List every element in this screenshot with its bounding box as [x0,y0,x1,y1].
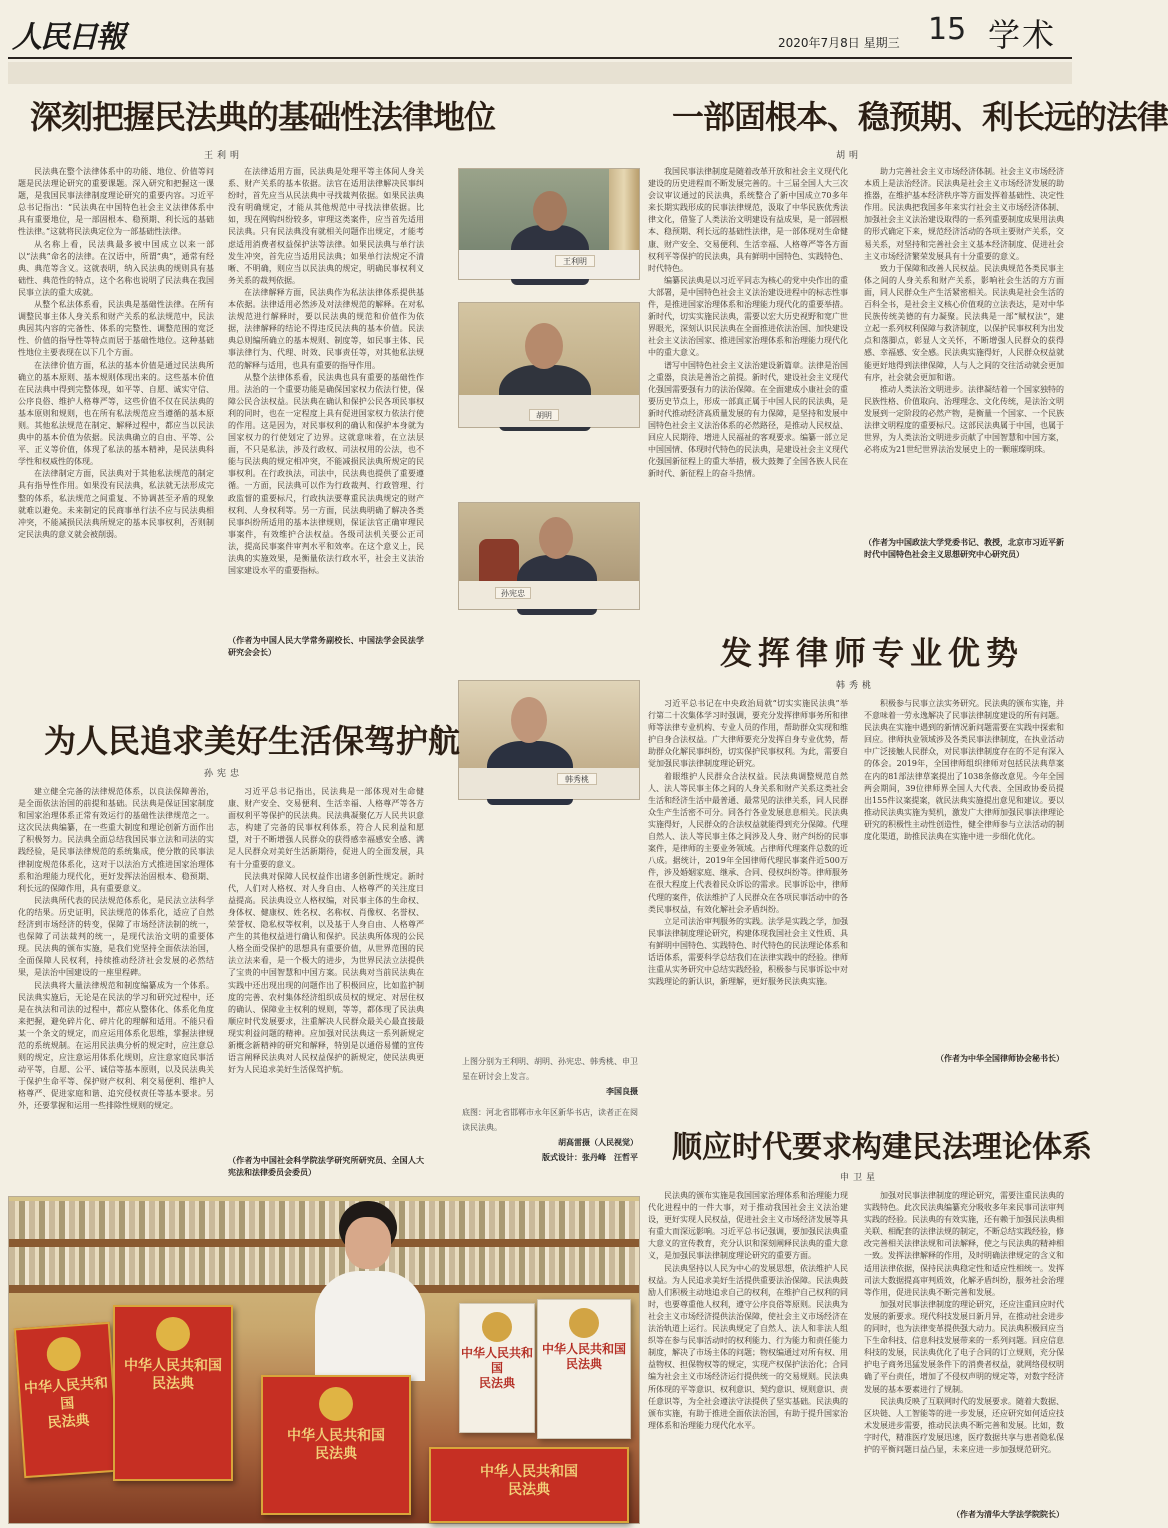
article-2-column-1 [648,166,848,590]
section-title: 学术 [988,16,1057,54]
layout-design-credit: 版式设计：张丹峰 汪哲平 [542,1152,638,1162]
author-affiliation: （作者为中国政法大学党委书记、教授，北京市习近平新时代中国特色社会主义思想研究中心研究员） [864,537,1064,560]
paragraph: 民法典所代表的民法规范体系化，是民法立法科学化的结果。历史证明，民法规范的体系化，适应了自然经济到市场经济的转变，保障了市场经济法制的统一，也保障了司法裁判的统一，是现代法治文明的重要体现。民法典的颁布实施，是我们党坚持全面依法治国，全面保障人民权利，持续推动经济社会发展的必然结果，是法治中国建设的一座里程碑。 [18,895,214,978]
paragraph: 从整个法律体系看，民法典也具有重要的基础性作用。法治的一个重要功能是确保国家权力依法行使，保障公民合法权益。民法典在确认和保护公民各项民事权利的同时，也在一定程度上具有促进国家权力依法行使的作用。这是因为，对民事权利的确认和保护本身就为国家权力的行使划定了边界。这就意味着，在立法层面，不只是私法，涉及行政权、司法权用的公法，也不能与民法典的规定相冲突，不能减损民法典所规定的民事权利。在行政执法，司法中，民法典也提供了重要遵循。一方面，民法典可以作为行政裁判、行政管理、行政监督的重要标尺，行政执法要尊重民法典规定的财产权利、人身权利等。另一方面，民法典明确了解决各类民事纠纷所适用的基本法律规则，保证法官正确审理民事案件，有效维护合法权益。各级司法机关要公正司法，提高民事案件审判水平和效率。在这个意义上，民法典的实施效果，是衡量依法行政水平，社会主义法治国家建设水平的重要指标。 [228,372,424,576]
author-affiliation: （作者为中国社会科学院法学研究所研究员、全国人大宪法和法律委员会委员） [228,1155,424,1178]
bookstore-photo [8,1196,640,1524]
author-affiliation: （作者为清华大学法学院院长） [952,1509,1064,1519]
paragraph: 民法典在整个法律体系中的功能、地位、价值等问题是民法理论研究的重要课题。深入研究和把握这一课题，是我国民事法律制度理论研究的重要内容。习近平总书记指出：“民法典在中国特色社会主义法律体系中具有重要地位，是一部固根本、稳预期、利长远的基础性法律。”这就将民法典定位为一部基础性法律。 [18,167,214,237]
article-author-2: 胡明 [836,151,863,161]
article-headline-1: 深刻把握民法典的基础性法律地位 [30,98,496,136]
speaker-namecard: 孙宪忠 [495,587,531,599]
paragraph: 建立健全完备的法律规范体系，以良法保障善治，是全面依法治国的前提和基础。民法典是保证国家制度和国家治理体系正常有效运行的基础性法律规范之一。这次民法典编纂，在一些重大制度和理论创新方面作出了积极努力。民法典全面总结我国民事立法和司法的实践经验，是民事法律规范的系统集成，使分散的民事法律制度规范体系化，这对于以法治方式推进国家治理体系和治理能力现代化，更好发挥法治固根本、稳预期、利长远的保障作用，具有重要意义。 [18,787,214,893]
paragraph: 民法典反映了互联网时代的发展要求。随着大数据、区块链、人工智能等的进一步发展，还应研究如何适应技术发展进步需要，推动民法典不断完善和发展。比如，数字时代，精准医疗发展迅速，医疗数据共享与患者隐私保护的平衡问题日益凸显，未来应进一步加强规范研究。 [864,1396,1064,1454]
article-1-column-2 [228,166,424,662]
caption-credit-1: 李国良摄 [606,1086,638,1096]
article-3-column-1 [18,786,214,1182]
civil-code-book: 中华人民共和国 民法典 [537,1299,631,1439]
article-1-column-1 [18,166,214,696]
header-band [8,62,1072,84]
paragraph: 助力完善社会主义市场经济体制。社会主义市场经济本质上是法治经济。民法典是社会主义市场经济发展的助推器，在维护基本经济秩序等方面发挥着基础性、决定性作用。民法典把我国多年来实行社会主义市场经济体制、加强社会主义法治建设取得的一系列重要制度成果用法典的形式确定下来，规范经济活动的各项主要财产关系，交易关系，对坚持和完善社会主义基本经济制度、促进社会主义市场经济繁荣发展具有十分重要的意义。 [864,167,1064,261]
article-headline-2: 一部固根本、稳预期、利长远的法律 [672,98,1168,136]
paragraph: 加强对民事法律制度的理论研究，还应注重回应时代发展的新要求。现代科技发展日新月异，在推动社会进步的同时，也为法律变革提供强大动力。民法典积极回应当下生命科技、信息科技发展带来的一系列问题。回应信息科技的发展，民法典优化了电子合同的订立规则，充分保护电子商务迅猛发展条件下的消费者权益，就网络侵权明确了平台责任，增加了不侵权声明的规定等，对数字经济发展的基本要素进行了规制。 [864,1299,1064,1394]
civil-code-book: 中华人民共和国 民法典 [261,1375,411,1515]
speaker-photo-1 [458,168,640,280]
article-author-3: 孙宪忠 [204,769,244,779]
paragraph: 我国民事法律制度是随着改革开放和社会主义现代化建设的历史进程而不断发展完善的。十三届全国人大三次会议审议通过的民法典，系统整合了新中国成立70多年来长期实践形成的民事法律规范，汲取了中华民族优秀法律文化，借鉴了人类法治文明建设有益成果，是一部固根本、稳预期、利长远的基础性法律，是一部体现对生命健康、财产安全、交易便利、生活幸福、人格尊严等各方面权利平等保护的民法典，具有鲜明中国特色、实践特色、时代特色。 [648,167,848,273]
article-3-footer [228,1154,424,1182]
civil-code-book: 中华人民共和国 民法典 [429,1447,629,1523]
paragraph: 民法典的颁布实施是我国国家治理体系和治理能力现代化进程中的一件大事，对于推动我国社会主义法治建设，更好实现人民权益，促进社会主义市场经济发展等具有重大而深远影响。习近平总书记强调，要加强民法典重大意义的宣传教育，充分认识和深刻阐释民法典的重大意义，是加强民事法律制度理论研究的重要方面。 [648,1191,848,1261]
paragraph: 在法律价值方面，私法的基本价值是通过民法典所确立的基本原则、基本规则体现出来的。这些基本价值在民法典中得到完整体现，如平等、自愿、诚实守信、公序良俗、维护人格尊严等，这些价值不仅在民法典的基本原则和规则，也在所有私法规范应当遵循的基本原则。其他私法规范在制定、解释过程中，都应当以民法典中的基本价值为依据。民法典确立的自由、平等、公平、正义等价值，体现了私法的基本精神，是民法典科学性和权威性的体现。 [18,360,214,467]
article-author-5: 申卫星 [840,1173,880,1183]
speaker-namecard: 胡明 [529,409,559,421]
paragraph: 民法典将大量法律规范和制度编纂成为一个体系。民法典实施后，无论是在民法的学习和研究过程中，还是在执法和司法的过程中，都应从整体化、体系化角度来把握，避免碎片化、碎片化的理解和适用。不能只看某一个条文的规定，而应运用体系化思维，掌握法律规范的系统规制。在运用民法典分析的规定时，应注意总则的规定，应注意运用体系化规则，应注意家庭民事活动平等，自愿、公平、诚信等基本原则，以及民法典关于保护生命平等、保护财产权利、利交易便利、维护人格尊严、促进家庭和谐、追究侵权责任等基本要求。另外，还要掌握和运用一些排除性规则的规定。 [18,980,214,1111]
article-5-footer [864,1508,1064,1522]
paragraph: 从名称上看，民法典最多被中国成立以来一部以“法典”命名的法律。在汉语中，所谓“典”，通常有经典、典范等含义。这就表明，纳入民法典的规则具有基础性、典范性的特点，这个名称也说明了民法典在我国民事立法的重大成就。 [18,239,214,297]
speaker-photo-4 [458,680,640,800]
paragraph: 在法律适用方面，民法典是处理平等主体间人身关系、财产关系的基本依据。法官在适用法律解决民事纠纷时，首先应当从民法典中寻找裁判依据。如果民法典没有明确规定，才能从其他规范中寻找法律依据。比如，现在网购纠纷较多，审理这类案件，应当首先适用民法典。只有民法典没有就相关问题作出规定，才能考虑适用消费者权益保护法等法律。如果民法典与单行法发生冲突，首先应当适用民法典；如果单行法规定不清晰、不明确，则应当以民法典的规定，明确民事权利义务关系的裁判依据。 [228,167,424,285]
civil-code-book: 中华人民共和国 民法典 [113,1305,233,1481]
article-headline-5: 顺应时代要求构建民法理论体系 [672,1130,1092,1165]
civil-code-book: 中华人民共和国 民法典 [14,1322,120,1478]
caption-credit-2: 胡高雷摄（人民视觉） [558,1137,638,1147]
speaker-namecard: 韩秀桃 [557,773,597,785]
issue-date: 2020年7月8日 星期三 [778,36,900,50]
speaker-namecard: 王利明 [555,255,595,267]
article-author-1: 王利明 [204,151,244,161]
speaker-photo-2 [458,302,640,428]
caption-line-1: 上图分别为王利明、胡明、孙宪忠、韩秀桃、申卫星在研讨会上发言。 [462,1057,638,1081]
article-5-column-2 [864,1190,1064,1498]
newspaper-logo: 人民日報 [12,20,124,55]
article-1-footer [228,634,424,664]
page-number: 15 [928,12,967,47]
paragraph: 致力于保障和改善人民权益。民法典规范各类民事主体之间的人身关系和财产关系，影响社会生活的方方面面，同人民群众生产生活紧密相关。民法典是社会生活的百科全书，是社会主义核心价值观的立法表达，是对中华民族传统美德的有力凝聚。民法典是一部“赋权法”，建立起一系列权利保障与救济制度，以保护民事权利为出发点和落脚点，彰显人文关怀，不断增强人民群众的获得感、幸福感、安全感。民法典实施得好，人民群众权益就能更好地得到法律保障，人与人之间的交往活动就会更加有序，社会就会更加和谐。 [864,263,1064,382]
civil-code-book: 中华人民共和国 民法典 [459,1303,535,1433]
paragraph: 积极参与民事立法实务研究。民法典的颁布实施，并不意味着一劳永逸解决了民事法律制度建设的所有问题。民法典在实施中遇到的新情况新问题需要在实践中探索和回应。律师执业领域涉及各类民事法律制度，在执业活动中广泛接触人民群众，对民事法律制度存在的不足有深入的体会。2019年，全国律师组织律师对包括民法典草案在内的81部法律草案提出了1038条修改意见。今年全国两会期间，39位律师界全国人大代表、全国政协委员提出155件议案提案，就民法典实施提出意见和建议。要以推动民法典实施为契机，激发广大律师加强民事法律理论研究的积极性主动性创造性，健全律师参与立法活动的制度化渠道，助推民法典在实施中进一步细化优化。 [864,699,1064,842]
author-affiliation: （作者为中国人民大学常务副校长、中国法学会民法学研究会会长） [228,635,424,658]
paragraph: 谱写中国特色社会主义法治建设新篇章。法律是治国之重器，良法是善治之前提。新时代，建设社会主义现代化强国需要强有力的法治保障。在全面建成小康社会的重要历史节点上，形成一部真正属于中国人民的民法典，是新时代推动经济高质量发展的有力保障，是坚持和发展中国特色社会主义法治体系的必然路径，是推动人民权益、回应人民期待、增进人民福祉的客观要求。编纂一部立足中国国情、体现时代特色的民法典，是建设社会主义现代化强国新征程上的重大举措，极大鼓舞了全国各族人民在新时代、新征程上的奋斗热情。 [648,360,848,479]
speaker-photo-3 [458,502,640,610]
reader-figure [309,1197,429,1377]
article-author-4: 韩秀桃 [836,681,876,691]
article-2-footer [864,536,1064,576]
paragraph: 着眼维护人民群众合法权益。民法典调整规范自然人、法人等民事主体之间的人身关系和财产关系这类社会生活和经济生活中最普通、最常见的法律关系，同人民群众生产生活密不可分。同各行各业发展息息相关。民法典实施得好，人民群众的合法权益就能得到充分保障。代理自然人、法人等民事主体之间涉及人身、财产纠纷的民事案件，是律师的主要业务领域。占律师代理案件总数的近八成。据统计，2019年全国律师代理民事案件近500万件，涉及婚姻家庭、继承、合同、侵权纠纷等。律师服务在很大程度上代表着民众诉讼的需求。民事诉讼中，律师代理的案件，依法维护了人民群众在各项民事活动中的各类民事权益，有效化解社会矛盾纠纷。 [648,771,848,914]
paragraph: 在法律制定方面，民法典对于其他私法规范的制定具有指导性作用。如果没有民法典，私法就无法形成完整的体系，私法规范之间重复、不协调甚至矛盾的现象就难以避免。未来制定的民商事单行法不应与民法典相冲突，不能减损民法典所规定的基本民事权利，否则制定民法典的意义就会被削弱。 [18,469,214,539]
article-headline-4: 发挥律师专业优势 [720,634,1025,672]
photo-caption [462,1054,638,1165]
article-5-column-1 [648,1190,848,1520]
article-4-footer [864,1052,1064,1068]
article-headline-3: 为人民追求美好生活保驾护航 [44,722,461,760]
paragraph: 从整个私法体系看，民法典是基础性法律。在所有调整民事主体人身关系和财产关系的私法规范中，民法典因其内容的完备性、体系的完整性、调整范围的宽泛性、价值的指导性等特点而居于基础性地位。这种基础性地位主要表现在以下几个方面。 [18,300,214,358]
author-affiliation: （作者为中华全国律师协会秘书长） [936,1053,1064,1063]
paragraph: 习近平总书记指出，民法典是一部体现对生命健康、财产安全、交易便利、生活幸福、人格尊严等各方面权利平等保护的民法典。民法典凝聚亿万人民共识意志，构建了完备的民事权利体系，符合人民利益和愿望，对于不断增强人民群众的获得感幸福感安全感、满足人民群众对美好生活新期待，促进人的全面发展，具有十分重要的意义。 [228,787,424,869]
paragraph: 立足司法治审判服务的实践。法学是实践之学，加强民事法律制度理论研究，构建体现我国社会主义性质、具有鲜明中国特色、实践特色、时代特色的民法理论体系和话语体系，需要科学总结我们在法律实践中的经验。律师注重从实务研究中总结实践经验，积极参与民事诉讼中对实践理论的新认识，新理解，更好服务民法典实施。 [648,916,848,987]
paragraph: 编纂民法典是以习近平同志为核心的党中央作出的重大部署，是中国特色社会主义法治建设进程中的标志性事件，是推进国家治理体系和治理能力现代化的重要举措。新时代，切实实施民法典，需要以宏大历史视野和宽广世界眼光，深刻认识民法典在全面推进依法治国、加快建设社会主义法治国家、推进国家治理体系和治理能力现代化中的重大意义。 [648,275,848,358]
paragraph: 在法律解释方面，民法典作为私法法律体系提供基本依据。法律适用必然涉及对法律规范的解释。在对私法规范进行解释时，要以民法典的规范和价值作为依据，法律解释的结论不得违反民法典的基本价值。民法典总则编所确立的基本规则、制度等，如民事主体、民事法律行为、代理、时效、民事责任等，对其他私法规范的解释与适用，也具有重要的指导作用。 [228,287,424,370]
paragraph: 民法典坚持以人民为中心的发展思想，依法维护人民权益。为人民追求美好生活提供重要法治保障。民法典鼓励人们积极主动地追求自己的权利，在维护自己权利的同时，也要尊重他人权利，遵守公序良俗等原则。民法典为社会主义市场经济提供法治保障，使社会主义市场经济在法治轨道上运行。民法典规定了自然人、法人和非法人组织等在参与民事活动时的权利能力、行为能力和责任能力制度，解决了市场主体的问题；物权编通过对所有权、用益物权、担保物权等的规定，实现产权保护法治化；合同编为社会主义市场经济运行提供统一的交易规则。民法典所体现的平等意识、权利意识、契约意识、规则意识、责任意识等，为全社会遵法守法提供了坚实基础。民法典的颁布实施，有助于推进全面依法治国，有助于提升国家治理体系和治理能力现代化水平。 [648,1263,848,1430]
article-2-column-2 [864,166,1064,534]
paragraph: 推动人类法治文明进步。法律凝结着一个国家独特的民族性格、价值取向、治理理念、文化传统，是法治文明发展到一定阶段的必然产物，是衡量一个国家、一个民族法律文明程度的重要标尺。这部民法典属于中国，也属于世界，为人类法治文明进步贡献了中国智慧和中国方案，必将成为21世纪世界法治发展史上的一颗璀璨明珠。 [864,384,1064,455]
article-3-column-2 [228,786,424,1148]
caption-line-2: 底图：河北省邯郸市永年区新华书店，读者正在阅读民法典。 [462,1108,638,1132]
article-4-column-1 [648,698,848,1070]
paragraph: 习近平总书记在中央政治局就“切实实施民法典”举行第二十次集体学习时强调，要充分发挥律师事务所和律师等法律专业机构、专业人员的作用，帮助群众实现和维护自身合法权益。广大律师要充分发挥自身专业优势，帮助群众化解民事纠纷，切实保护民事权利。为此，需要自觉加强民事法律制度理论研究。 [648,699,848,769]
article-4-column-2 [864,698,1064,1050]
paragraph: 加强对民事法律制度的理论研究，需要注重民法典的实践特色。此次民法典编纂充分吸收多年来民事司法审判实践的经验。民法典的有效实施，还有赖于加强民法典相关联、相配套的法律法规的制定，不断总结实践经验，修改完善相关法律法规和司法解释，使之与民法典的精神相一致。发挥法律解释的作用，及时明确法律规定的含义和适用法律依据，保持民法典稳定性和适应性相统一。发挥司法大数据提高审判质效，化解矛盾纠纷，服务社会治理等作用，促进民法典不断完善和发展。 [864,1191,1064,1297]
paragraph: 民法典对保障人民权益作出诸多创新性规定。新时代，人们对人格权、对人身自由、人格尊严的关注度日益提高。民法典设立人格权编，对民事主体的生命权、身体权、健康权、姓名权、名称权、肖像权、名誉权、荣誉权、隐私权等权利，以及基于人身自由、人格尊严产生的其他权益进行确认和保护。民法典所体现的公民人格全面受保护的思想具有重要价值，从世界范围的民法立法来看，是一个极大的进步，为世界民法立法提供了宝贵的中国智慧和中国方案。民法典对当前民法典在实践中还出现出现的问题作出了积极回应，比如监护制度的完善、农村集体经济组织成员权的规定、对居住权的确认、保障业主权利的规则，等等，都体现了民法典顺应时代发展要求，注重解决人民群众最关心最直接最现实利益问题的精神。应加强对民法典这一系列新规定新概念新精神的研究和解释，特别是以通俗易懂的宣传语言阐释民法典对人民权益保护的新规定，使民法典更好为人民追求美好生活保驾护航。 [228,871,424,1075]
masthead-rule [8,57,1072,59]
